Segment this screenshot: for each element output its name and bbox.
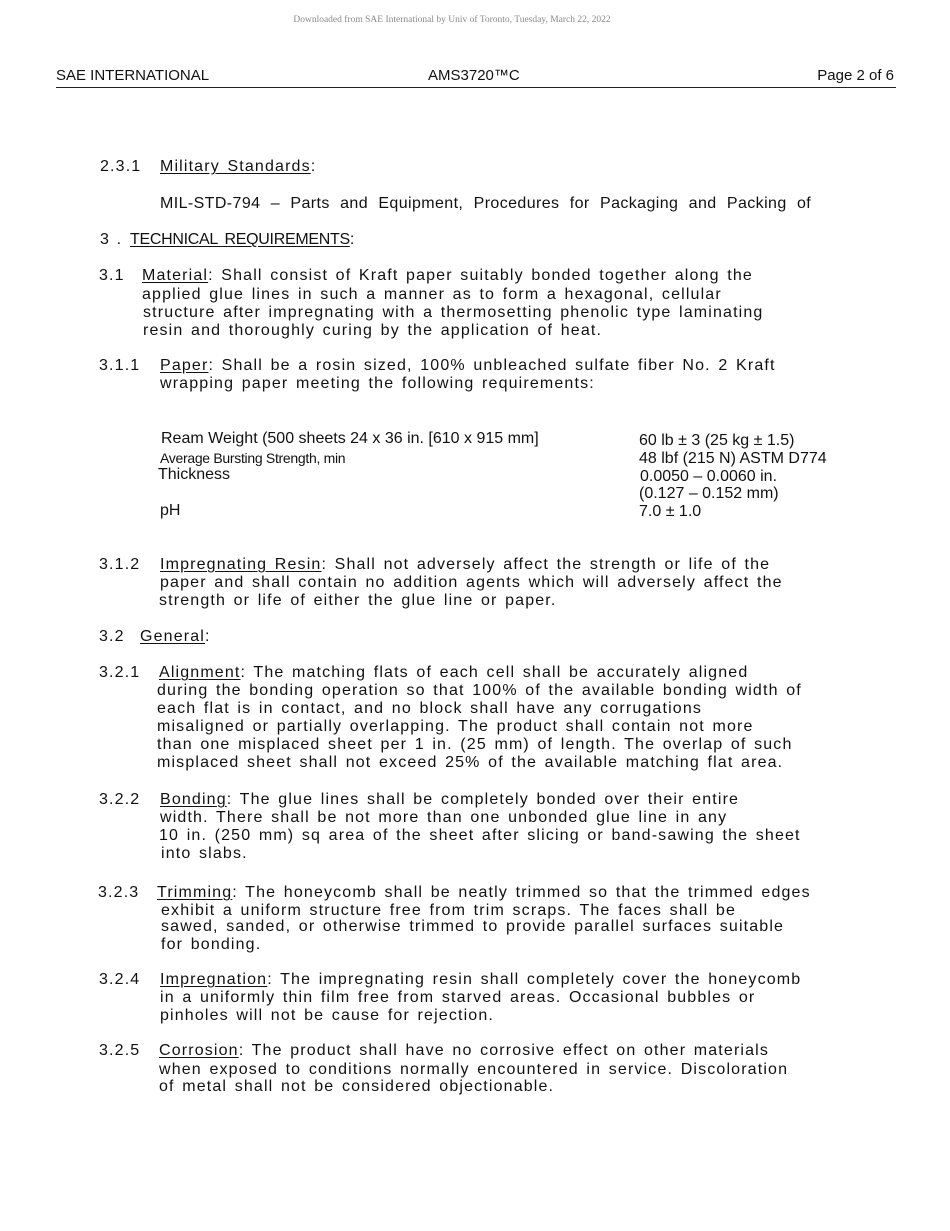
section-3-1-2-number: 3.1.2 <box>99 556 141 573</box>
section-3-2-4-number: 3.2.4 <box>99 971 141 988</box>
section-3-2-3-line: exhibit a uniform structure free from trim scraps. The faces shall be <box>161 902 737 919</box>
section-3-2-2-line: 10 in. (250 mm) sq area of the sheet after slicing or band-sawing the sheet <box>159 827 801 844</box>
requirement-value: (0.127 – 0.152 mm) <box>639 485 779 502</box>
section-3-2-5-text: : The product shall have no corrosive effect on other materials <box>238 1042 770 1059</box>
section-3-2-2-line <box>160 791 739 809</box>
section-3-1-1-text: : Shall be a rosin sized, 100% unbleached sulfate fiber No. 2 Kraft <box>208 357 776 374</box>
section-3-1-line: structure after impregnating with a thermosetting phenolic type laminating <box>143 304 764 321</box>
section-3-1-1-title: Paper <box>160 357 209 374</box>
download-watermark: Downloaded from SAE International by Univ of Toronto, Tuesday, March 22, 2022 <box>293 15 611 25</box>
section-3-1-1-line: wrapping paper meeting the following requirements: <box>160 375 595 392</box>
section-3-colon: : <box>349 231 355 248</box>
section-3-2-heading <box>140 628 211 646</box>
section-3-2-5-title: Corrosion <box>159 1042 239 1059</box>
section-3-1-line: resin and thoroughly curing by the application of heat. <box>143 322 603 339</box>
section-3-1-line <box>142 267 753 285</box>
section-3-2-4-line: in a uniformly thin film free from starved areas. Occasional bubbles or <box>160 989 756 1006</box>
section-3-2-3-line: for bonding. <box>161 936 262 953</box>
section-3-title: TECHNICAL REQUIREMENTS <box>130 231 350 248</box>
section-3-2-3-line: sawed, sanded, or otherwise trimmed to provide parallel surfaces suitable <box>161 918 785 935</box>
section-3-2-2-line: into slabs. <box>161 845 248 862</box>
requirement-value: 0.0050 – 0.0060 in. <box>640 468 778 485</box>
section-3-2-2-text: : The glue lines shall be completely bonded over their entire <box>226 791 740 808</box>
section-2-3-1-colon: : <box>310 158 317 175</box>
section-3-2-colon: : <box>204 628 211 645</box>
section-2-3-1-number: 2.3.1 <box>100 158 142 175</box>
section-3-1-number: 3.1 <box>99 267 125 284</box>
section-3-2-2-number: 3.2.2 <box>99 791 141 808</box>
section-3-2-2-line: width. There shall be not more than one unbonded glue line in any <box>160 809 728 826</box>
section-3-2-5-number: 3.2.5 <box>99 1042 141 1059</box>
section-3-2-4-line: pinholes will not be cause for rejection. <box>160 1007 494 1024</box>
header-document-id: AMS3720™C <box>428 67 520 84</box>
mil-std-794-reference: MIL-STD-794 – Parts and Equipment, Procedures for Packaging and Packing of <box>160 195 812 212</box>
section-3-2-3-number: 3.2.3 <box>98 884 140 901</box>
section-3-2-title: General <box>140 628 205 645</box>
section-3-2-3-text: : The honeycomb shall be neatly trimmed so that the trimmed edges <box>232 884 811 901</box>
requirement-property: Average Bursting Strength, min <box>160 450 346 466</box>
header-page-number: Page 2 of 6 <box>817 67 894 84</box>
section-3-1-2-title: Impregnating Resin <box>160 556 322 573</box>
section-3-2-number: 3.2 <box>99 628 125 645</box>
section-3-2-1-line: during the bonding operation so that 100% of the available bonding width of <box>157 682 802 699</box>
section-3-2-4-title: Impregnation <box>160 971 268 988</box>
section-3-1-2-line <box>160 556 770 574</box>
section-3-2-1-title: Alignment <box>159 664 241 681</box>
section-3-1-2-line: strength or life of either the glue line or paper. <box>159 592 557 609</box>
section-3-1-2-text: : Shall not adversely affect the strength or life of the <box>321 556 771 573</box>
section-3-2-3-title: Trimming <box>157 884 233 901</box>
header-rule <box>56 87 896 88</box>
section-3-2-1-line <box>159 664 748 682</box>
section-3-1-1-number: 3.1.1 <box>99 357 141 374</box>
section-3-2-4-line <box>160 971 801 989</box>
requirement-value: 60 lb ± 3 (25 kg ± 1.5) <box>639 432 795 449</box>
requirement-value: 7.0 ± 1.0 <box>639 503 702 520</box>
section-3-2-1-line: each flat is in contact, and no block shall have any corrugations <box>157 700 703 717</box>
section-3-2-3-line <box>157 884 811 902</box>
section-3-1-title: Material <box>142 267 209 284</box>
section-3-2-5-line <box>159 1042 769 1060</box>
section-3-2-1-text: : The matching flats of each cell shall be accurately aligned <box>240 664 749 681</box>
section-2-3-1-heading <box>160 158 316 176</box>
section-3-number: 3 . <box>100 231 122 248</box>
section-3-1-1-line <box>160 357 776 375</box>
section-3-2-4-text: : The impregnating resin shall completely cover the honeycomb <box>267 971 802 988</box>
section-3-1-2-line: paper and shall contain no addition agents which will adversely affect the <box>160 574 783 591</box>
section-3-2-1-number: 3.2.1 <box>99 664 141 681</box>
requirement-value: 48 lbf (215 N) ASTM D774 <box>639 450 827 467</box>
requirement-property: Ream Weight (500 sheets 24 x 36 in. [610 x 915 mm] <box>161 430 539 447</box>
section-2-3-1-title: Military Standards <box>160 158 311 175</box>
section-3-2-5-line: of metal shall not be considered objectionable. <box>159 1078 555 1095</box>
section-3-2-2-title: Bonding <box>160 791 227 808</box>
section-3-2-1-line: misplaced sheet shall not exceed 25% of the available matching flat area. <box>157 754 784 771</box>
requirement-property: Thickness <box>158 466 231 483</box>
section-3-2-1-line: than one misplaced sheet per 1 in. (25 mm) of length. The overlap of such <box>157 736 793 753</box>
section-3-2-5-line: when exposed to conditions normally encountered in service. Discoloration <box>159 1061 789 1078</box>
header-organization: SAE INTERNATIONAL <box>56 67 210 84</box>
section-3-1-line: applied glue lines in such a manner as to form a hexagonal, cellular <box>142 286 722 303</box>
section-3-2-1-line: misaligned or partially overlapping. The product shall contain not more <box>157 718 754 735</box>
section-3-1-text: : Shall consist of Kraft paper suitably bonded together along the <box>208 267 753 284</box>
section-3-heading <box>130 231 354 249</box>
requirement-property: pH <box>160 502 181 519</box>
